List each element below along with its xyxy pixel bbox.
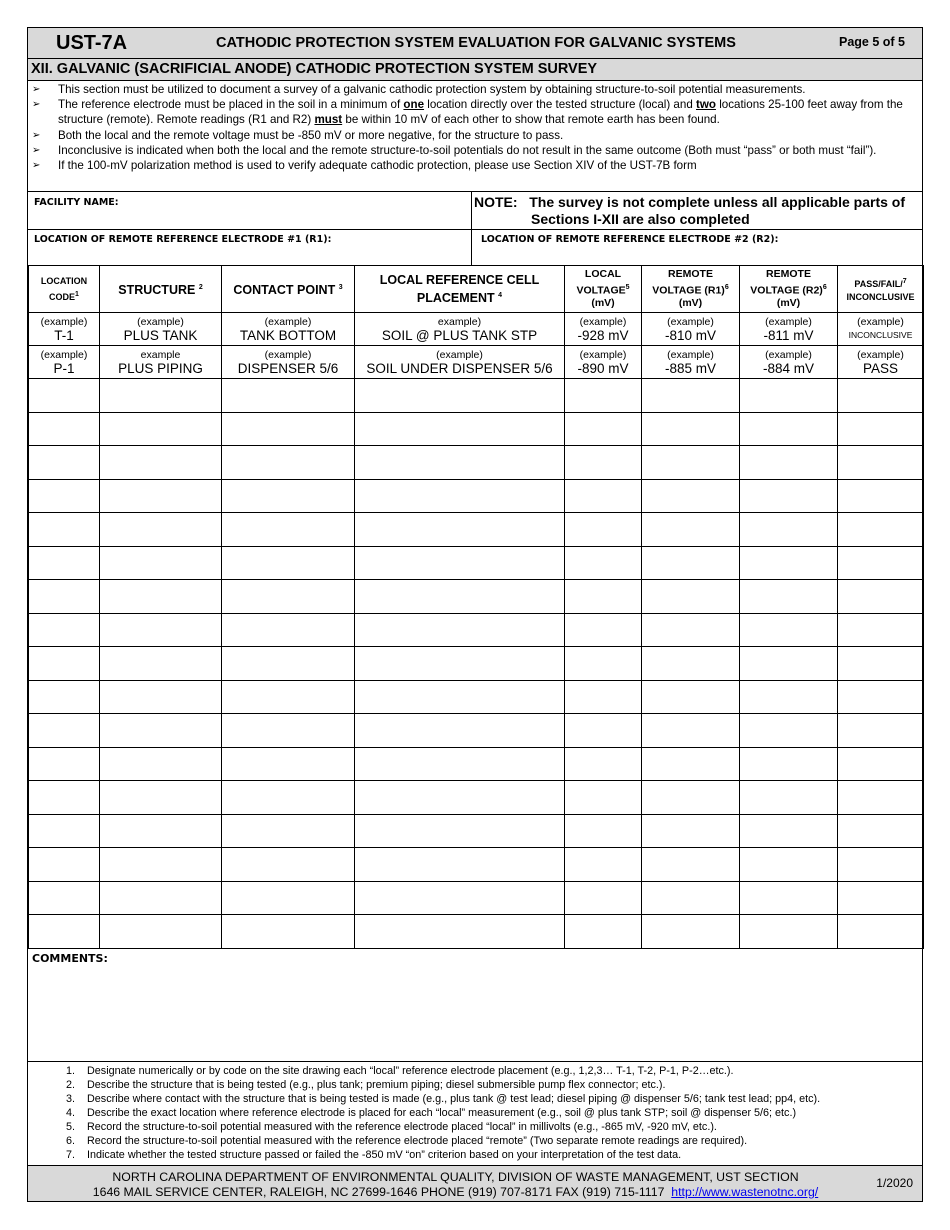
survey-table (28, 265, 924, 949)
entry-cell[interactable] (355, 814, 565, 848)
entry-cell[interactable] (222, 747, 355, 781)
footnote-item: 5. Record the structure-to-soil potential measured with the reference electrode placed “local” in millivolts (e.g., -865 mV, -920 mV, etc.). (66, 1121, 717, 1133)
entry-cell[interactable] (100, 881, 222, 915)
table-row (29, 546, 924, 580)
column-header-location-code: LOCATION CODE$^1$ (29, 266, 100, 313)
entry-cell[interactable] (838, 513, 924, 547)
entry-cell[interactable] (222, 379, 355, 413)
table-row (29, 814, 924, 848)
example-cell: (example) -811 mV (740, 313, 838, 346)
entry-cell[interactable] (642, 546, 740, 580)
entry-cell[interactable] (355, 446, 565, 480)
example-cell: (example) PASS (838, 346, 924, 379)
entry-cell[interactable] (838, 446, 924, 480)
footnote-item: 1. Designate numerically or by code on the site drawing each “local” reference electrode placement (e.g., 1,2,3… T-1, T-2, P-1, P-2…etc.). (66, 1065, 734, 1077)
example-cell: example PLUS PIPING (100, 346, 222, 379)
entry-cell[interactable] (100, 647, 222, 681)
entry-cell[interactable] (29, 814, 100, 848)
table-header-row (29, 266, 924, 313)
entry-cell[interactable] (355, 915, 565, 949)
entry-cell[interactable] (29, 412, 100, 446)
comments-field[interactable]: COMMENTS: (32, 952, 108, 965)
entry-cell[interactable] (29, 513, 100, 547)
entry-cell[interactable] (222, 446, 355, 480)
entry-cell[interactable] (838, 848, 924, 882)
entry-cell[interactable] (355, 379, 565, 413)
form-header (28, 28, 922, 59)
form-footer (28, 1165, 922, 1201)
entry-cell[interactable] (565, 680, 642, 714)
entry-cell[interactable] (100, 814, 222, 848)
divider (28, 1061, 922, 1062)
footnote-item: 4. Describe the exact location where reference electrode is placed for each “local” measurement (e.g., soil @ plus tank STP; soil @ dispenser 5/6; etc.) (66, 1107, 797, 1119)
entry-cell[interactable] (355, 848, 565, 882)
entry-cell[interactable] (222, 881, 355, 915)
entry-cell[interactable] (565, 714, 642, 748)
entry-cell[interactable] (838, 714, 924, 748)
entry-cell[interactable] (642, 881, 740, 915)
example-cell: (example) PLUS TANK (100, 313, 222, 346)
footnotes-list (66, 1064, 820, 1162)
footnote-item: 6. Record the structure-to-soil potential measured with the reference electrode placed “remote” (Two separate remote readings are required). (66, 1135, 748, 1147)
entry-cell[interactable] (642, 714, 740, 748)
arrow-bullet-icon: ➢ (32, 160, 41, 172)
entry-cell[interactable] (642, 680, 740, 714)
entry-cell[interactable] (100, 446, 222, 480)
example-cell: (example) -928 mV (565, 313, 642, 346)
entry-cell[interactable] (642, 781, 740, 815)
entry-cell[interactable] (740, 781, 838, 815)
entry-cell[interactable] (100, 915, 222, 949)
entry-cell[interactable] (565, 781, 642, 815)
entry-cell[interactable] (100, 613, 222, 647)
entry-cell[interactable] (222, 580, 355, 614)
table-row (29, 412, 924, 446)
entry-cell[interactable] (29, 848, 100, 882)
entry-cell[interactable] (838, 412, 924, 446)
example-cell: (example) SOIL UNDER DISPENSER 5/6 (355, 346, 565, 379)
table-row (29, 680, 924, 714)
entry-cell[interactable] (740, 446, 838, 480)
entry-cell[interactable] (565, 546, 642, 580)
entry-cell[interactable] (222, 546, 355, 580)
entry-cell[interactable] (355, 881, 565, 915)
entry-cell[interactable] (29, 613, 100, 647)
arrow-bullet-icon: ➢ (32, 84, 41, 95)
footer-contact: 1646 MAIL SERVICE CENTER, RALEIGH, NC 27699-1646 PHONE (919) 707-8171 FAX (919) 715-1117 http://www.wastenotnc.org/ (92, 1185, 819, 1199)
page-number: Page 5 of 5 (839, 35, 905, 49)
form-code: UST-7A (56, 32, 128, 54)
arrow-bullet-icon: ➢ (32, 129, 41, 141)
example-cell: (example) -885 mV (642, 346, 740, 379)
entry-cell[interactable] (740, 613, 838, 647)
entry-cell[interactable] (355, 680, 565, 714)
entry-cell[interactable] (565, 412, 642, 446)
entry-cell[interactable] (838, 814, 924, 848)
entry-cell[interactable] (29, 680, 100, 714)
instructions-list (28, 82, 922, 173)
entry-cell[interactable] (642, 814, 740, 848)
form-page (27, 27, 923, 1202)
entry-cell[interactable] (565, 613, 642, 647)
example-cell: (example) P-1 (29, 346, 100, 379)
entry-cell[interactable] (740, 814, 838, 848)
entry-cell[interactable] (642, 613, 740, 647)
table-row (29, 915, 924, 949)
entry-cell[interactable] (838, 613, 924, 647)
entry-cell[interactable] (565, 446, 642, 480)
entry-cell[interactable] (642, 479, 740, 513)
facility-name-field[interactable]: FACILITY NAME: (34, 197, 119, 208)
footnote-item: 7. Indicate whether the tested structure passed or failed the -850 mV “on” criterion based on your interpretation of the test data. (66, 1149, 682, 1161)
entry-cell[interactable] (29, 546, 100, 580)
instruction-item: ➢ Both the local and the remote voltage must be -850 mV or more negative, for the structure to pass. (32, 128, 564, 142)
entry-cell[interactable] (355, 647, 565, 681)
website-link[interactable]: http://www.wastenotnc.org/ (671, 1185, 819, 1199)
entry-cell[interactable] (565, 513, 642, 547)
entry-cell[interactable] (740, 379, 838, 413)
remote-electrode-1-field[interactable]: LOCATION OF REMOTE REFERENCE ELECTRODE #1 (R1): (34, 234, 332, 245)
entry-cell[interactable] (565, 479, 642, 513)
entry-cell[interactable] (29, 479, 100, 513)
entry-cell[interactable] (740, 412, 838, 446)
entry-cell[interactable] (29, 379, 100, 413)
entry-cell[interactable] (565, 881, 642, 915)
entry-cell[interactable] (565, 379, 642, 413)
entry-cell[interactable] (740, 714, 838, 748)
entry-cell[interactable] (100, 479, 222, 513)
entry-cell[interactable] (29, 714, 100, 748)
entry-cell[interactable] (642, 848, 740, 882)
entry-cell[interactable] (100, 546, 222, 580)
entry-cell[interactable] (222, 781, 355, 815)
divider (28, 229, 922, 230)
entry-cell[interactable] (838, 546, 924, 580)
entry-cell[interactable] (642, 915, 740, 949)
entry-cell[interactable] (29, 915, 100, 949)
column-header-remote-voltage-r2: REMOTE VOLTAGE $(R2)^6$ (mV) (740, 266, 838, 313)
entry-cell[interactable] (740, 747, 838, 781)
example-cell: (example) -890 mV (565, 346, 642, 379)
example-row (29, 313, 924, 346)
column-header-structure: STRUCTURE $^2$ (100, 266, 222, 313)
entry-cell[interactable] (100, 747, 222, 781)
example-cell: (example) INCONCLUSIVE (838, 313, 924, 346)
entry-cell[interactable] (29, 881, 100, 915)
entry-cell[interactable] (100, 781, 222, 815)
entry-cell[interactable] (100, 580, 222, 614)
section-title: XII. GALVANIC (SACRIFICIAL ANODE) CATHODIC PROTECTION SYSTEM SURVEY (28, 59, 922, 81)
arrow-bullet-icon: ➢ (32, 144, 41, 156)
entry-cell[interactable] (29, 747, 100, 781)
entry-cell[interactable] (100, 680, 222, 714)
entry-cell[interactable] (740, 580, 838, 614)
table-row (29, 848, 924, 882)
entry-cell[interactable] (222, 848, 355, 882)
entry-cell[interactable] (642, 379, 740, 413)
entry-cell[interactable] (355, 546, 565, 580)
entry-cell[interactable] (355, 747, 565, 781)
entry-cell[interactable] (355, 580, 565, 614)
remote-electrode-2-field[interactable]: LOCATION OF REMOTE REFERENCE ELECTRODE #2 (R2): (481, 234, 779, 245)
entry-cell[interactable] (29, 647, 100, 681)
entry-cell[interactable] (838, 680, 924, 714)
entry-cell[interactable] (565, 580, 642, 614)
entry-cell[interactable] (222, 680, 355, 714)
entry-cell[interactable] (565, 814, 642, 848)
column-header-remote-voltage-r1: REMOTE VOLTAGE $(R1)^6$ (mV) (642, 266, 740, 313)
table-row (29, 881, 924, 915)
table-row (29, 580, 924, 614)
instruction-item: ➢ Inconclusive is indicated when both the local and the remote structure-to-soil potentials do not result in the same outcome (Both must “pass” or both must “fail”). (32, 143, 877, 157)
entry-cell[interactable] (222, 479, 355, 513)
entry-cell[interactable] (838, 781, 924, 815)
entry-cell[interactable] (222, 814, 355, 848)
entry-cell[interactable] (838, 647, 924, 681)
entry-cell[interactable] (355, 714, 565, 748)
table-row (29, 747, 924, 781)
entry-cell[interactable] (642, 513, 740, 547)
entry-cell[interactable] (222, 647, 355, 681)
entry-cell[interactable] (222, 513, 355, 547)
entry-cell[interactable] (838, 915, 924, 949)
entry-cell[interactable] (29, 580, 100, 614)
arrow-bullet-icon: ➢ (32, 99, 41, 111)
entry-cell[interactable] (838, 479, 924, 513)
entry-cell[interactable] (740, 546, 838, 580)
entry-cell[interactable] (222, 613, 355, 647)
entry-cell[interactable] (100, 412, 222, 446)
entry-cell[interactable] (565, 915, 642, 949)
example-cell: example) SOIL @ PLUS TANK STP (355, 313, 565, 346)
entry-cell[interactable] (740, 513, 838, 547)
entry-cell[interactable] (100, 379, 222, 413)
instruction-item: ➢ The reference electrode must be placed in the soil in a minimum of one location directly over the tested structure (local) and two locations 25-100 feet away from the structure (remote). Remote readings (R1 and R2) must be within 10 mV of each other to show that remote earth has been found. (32, 98, 903, 127)
entry-cell[interactable] (222, 714, 355, 748)
divider (28, 191, 922, 192)
example-row (29, 346, 924, 379)
entry-cell[interactable] (355, 613, 565, 647)
column-header-contact-point: CONTACT POINT $^3$ (222, 266, 355, 313)
table-row (29, 613, 924, 647)
entry-cell[interactable] (565, 848, 642, 882)
entry-cell[interactable] (838, 379, 924, 413)
entry-cell[interactable] (222, 412, 355, 446)
entry-cell[interactable] (355, 781, 565, 815)
entry-cell[interactable] (642, 580, 740, 614)
form-version: 1/2020 (876, 1176, 913, 1190)
example-cell: (example) DISPENSER 5/6 (222, 346, 355, 379)
entry-cell[interactable] (740, 848, 838, 882)
table-row (29, 781, 924, 815)
completion-note: NOTE: The survey is not complete unless all applicable parts of Sections I-XII are also completed (474, 194, 906, 227)
entry-cell[interactable] (565, 647, 642, 681)
footnote-item: 2. Describe the structure that is being tested (e.g., plus tank; premium piping; diesel submersible pump flex connector; etc.). (66, 1079, 666, 1091)
entry-cell[interactable] (740, 881, 838, 915)
entry-cell[interactable] (740, 647, 838, 681)
entry-cell[interactable] (838, 881, 924, 915)
entry-cell[interactable] (355, 513, 565, 547)
table-row (29, 479, 924, 513)
entry-cell[interactable] (642, 446, 740, 480)
divider (471, 191, 472, 265)
entry-cell[interactable] (355, 412, 565, 446)
entry-cell[interactable] (100, 513, 222, 547)
instruction-item: ➢ If the 100-mV polarization method is used to verify adequate cathodic protection, please use Section XIV of the UST-7B form (32, 159, 697, 173)
entry-cell[interactable] (642, 747, 740, 781)
footer-agency: NORTH CAROLINA DEPARTMENT OF ENVIRONMENTAL QUALITY, DIVISION OF WASTE MANAGEMENT, UST SECTION (112, 1170, 799, 1184)
table-row (29, 446, 924, 480)
entry-cell[interactable] (100, 848, 222, 882)
example-cell: (example) T-1 (29, 313, 100, 346)
column-header-local-reference: LOCAL REFERENCE CELL PLACEMENT $^4$ (355, 266, 565, 313)
entry-cell[interactable] (838, 580, 924, 614)
entry-cell[interactable] (740, 680, 838, 714)
entry-cell[interactable] (740, 479, 838, 513)
example-cell: (example) -884 mV (740, 346, 838, 379)
entry-cell[interactable] (565, 747, 642, 781)
entry-cell[interactable] (642, 412, 740, 446)
table-row (29, 714, 924, 748)
instruction-item: ➢ This section must be utilized to document a survey of a galvanic cathodic protection system by obtaining structure-to-soil potential measurements. (32, 83, 806, 96)
entry-cell[interactable] (355, 479, 565, 513)
example-cell: (example) TANK BOTTOM (222, 313, 355, 346)
entry-cell[interactable] (740, 915, 838, 949)
footnote-item: 3. Describe where contact with the structure that is being tested is made (e.g., plus tank @ test lead; diesel piping @ dispenser 5/6; tank test lead; pp4, etc). (66, 1093, 821, 1105)
table-row (29, 379, 924, 413)
entry-cell[interactable] (222, 915, 355, 949)
entry-cell[interactable] (642, 647, 740, 681)
example-cell: (example) -810 mV (642, 313, 740, 346)
entry-cell[interactable] (100, 714, 222, 748)
entry-cell[interactable] (29, 446, 100, 480)
table-row (29, 647, 924, 681)
form-title: CATHODIC PROTECTION SYSTEM EVALUATION FOR GALVANIC SYSTEMS (216, 35, 736, 51)
entry-cell[interactable] (29, 781, 100, 815)
entry-cell[interactable] (838, 747, 924, 781)
column-header-pass-fail: PASS/FAIL/$^7$ INCONCLUSIVE (838, 266, 924, 313)
table-row (29, 513, 924, 547)
column-header-local-voltage: LOCAL VOLTAGE$^5$ (mV) (565, 266, 642, 313)
